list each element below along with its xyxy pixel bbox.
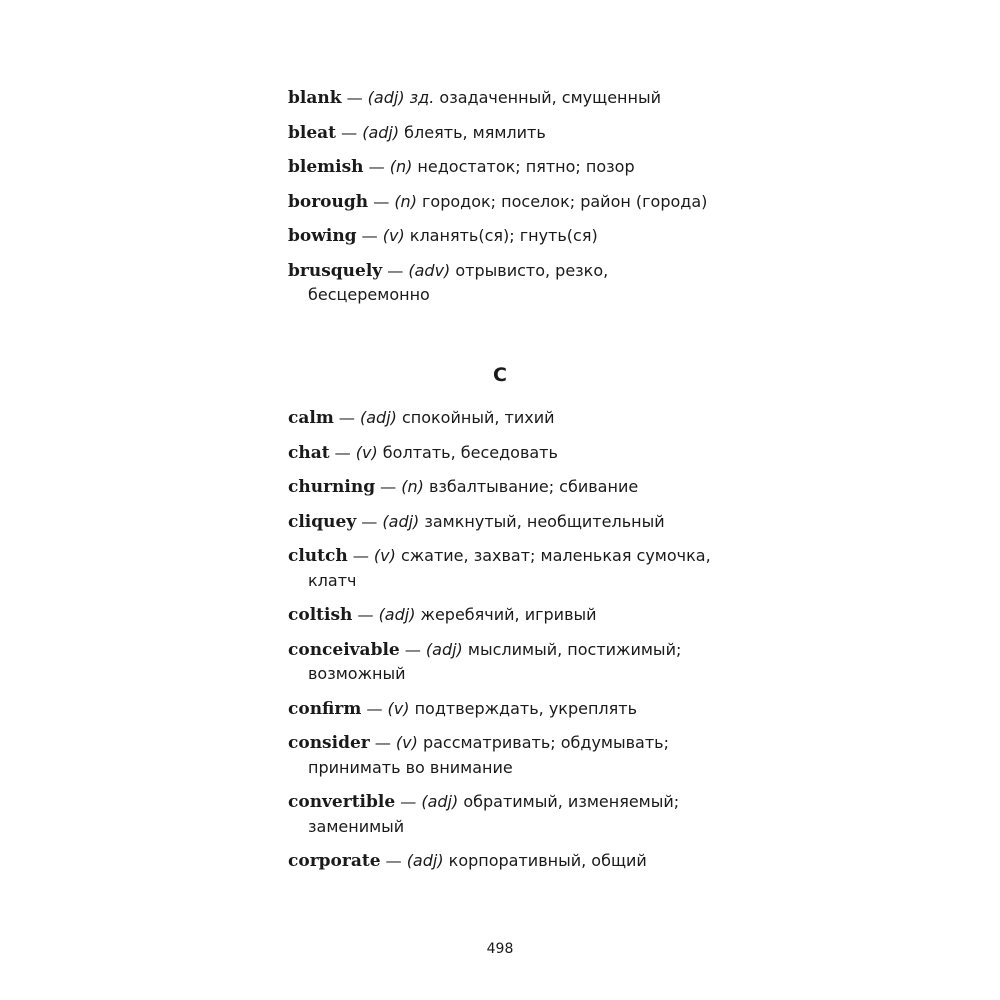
definition: подтверждать, укреплять xyxy=(409,698,638,718)
dash: — xyxy=(361,698,388,718)
part-of-speech: (n) xyxy=(394,191,417,211)
part-of-speech: (v) xyxy=(395,733,418,752)
entry-blank xyxy=(288,86,728,111)
entry-chat xyxy=(288,441,728,466)
entry-churning xyxy=(288,475,728,500)
part-of-speech: (v) xyxy=(355,442,378,462)
dash: — xyxy=(347,546,374,565)
headword: clutch xyxy=(288,546,348,566)
headword: corporate xyxy=(288,851,381,871)
dash: — xyxy=(333,408,360,427)
definition: корпоративный, общий xyxy=(443,851,647,870)
headword: cliquey xyxy=(288,511,357,532)
dash: — xyxy=(341,88,368,107)
headword: calm xyxy=(288,408,334,428)
headword: conceivable xyxy=(288,639,400,660)
definition: недостаток; пятно; позор xyxy=(412,157,635,176)
page-number: 498 xyxy=(486,941,514,957)
letter-heading-c: C xyxy=(493,364,507,386)
section-b-entries xyxy=(288,86,728,318)
dash: — xyxy=(356,511,383,531)
definition: жеребячий, игривый xyxy=(415,605,597,624)
headword: consider xyxy=(288,733,370,753)
dash: — xyxy=(399,639,426,659)
dash: — xyxy=(363,157,390,176)
headword: chat xyxy=(288,442,330,463)
definition: обратимый, изменяемый; заменимый xyxy=(308,792,680,836)
headword: churning xyxy=(288,477,376,497)
section-c-entries xyxy=(288,406,728,884)
part-of-speech: (n) xyxy=(389,157,413,176)
entry-coltish xyxy=(288,603,728,628)
definition: отрывисто, резко, бесцеремонно xyxy=(308,260,609,304)
definition: городок; поселок; район (города) xyxy=(416,191,708,211)
entry-consider xyxy=(288,731,728,780)
dash: — xyxy=(375,477,402,496)
headword: blemish xyxy=(288,157,364,177)
dash: — xyxy=(352,605,379,624)
dash: — xyxy=(356,226,383,245)
dash: — xyxy=(382,260,409,280)
entry-blemish xyxy=(288,155,728,180)
definition: сжатие, захват; маленькая сумочка, клатч xyxy=(308,546,711,590)
headword: blank xyxy=(288,88,342,108)
entry-borough xyxy=(288,190,728,215)
definition: взбалтывание; сбивание xyxy=(423,477,639,496)
part-of-speech: (adj) xyxy=(367,88,405,107)
definition: рассматривать; обдумывать; принимать во внимание xyxy=(308,733,669,777)
dash: — xyxy=(329,442,356,462)
part-of-speech: (adj) xyxy=(406,851,444,870)
entry-bleat xyxy=(288,121,728,146)
headword: bowing xyxy=(288,226,357,246)
dash: — xyxy=(368,191,395,211)
entry-confirm xyxy=(288,697,728,722)
usage-abbreviation: зд. xyxy=(404,88,435,107)
part-of-speech: (adv) xyxy=(408,260,451,280)
part-of-speech: (adj) xyxy=(362,122,400,142)
headword: convertible xyxy=(288,792,396,812)
dash: — xyxy=(380,851,407,870)
entry-clutch xyxy=(288,544,728,593)
entry-conceivable xyxy=(288,638,728,687)
dash: — xyxy=(336,122,363,142)
part-of-speech: (adj) xyxy=(421,792,459,811)
entry-corporate xyxy=(288,849,728,874)
headword: brusquely xyxy=(288,260,383,281)
definition: блеять, мямлить xyxy=(399,122,546,142)
definition: озадаченный, смущенный xyxy=(434,88,661,107)
part-of-speech: (v) xyxy=(382,226,405,245)
part-of-speech: (v) xyxy=(373,546,396,565)
part-of-speech: (v) xyxy=(387,698,410,718)
definition: болтать, беседовать xyxy=(377,442,558,462)
headword: coltish xyxy=(288,605,353,625)
part-of-speech: (adj) xyxy=(425,639,463,659)
dash: — xyxy=(395,792,422,811)
part-of-speech: (adj) xyxy=(382,511,420,531)
entry-bowing xyxy=(288,224,728,249)
entry-cliquey xyxy=(288,510,728,535)
definition: замкнутый, необщительный xyxy=(419,511,665,531)
entry-calm xyxy=(288,406,728,431)
headword: bleat xyxy=(288,122,337,143)
part-of-speech: (adj) xyxy=(378,605,416,624)
entry-brusquely xyxy=(288,259,728,308)
headword: borough xyxy=(288,191,369,212)
dash: — xyxy=(369,733,396,752)
definition: кланять(ся); гнуть(ся) xyxy=(404,226,598,245)
part-of-speech: (adj) xyxy=(359,408,397,427)
headword: confirm xyxy=(288,698,362,719)
definition: спокойный, тихий xyxy=(396,408,555,427)
definition: мыслимый, постижимый; возможный xyxy=(308,639,682,683)
part-of-speech: (n) xyxy=(401,477,424,496)
entry-convertible xyxy=(288,790,728,839)
